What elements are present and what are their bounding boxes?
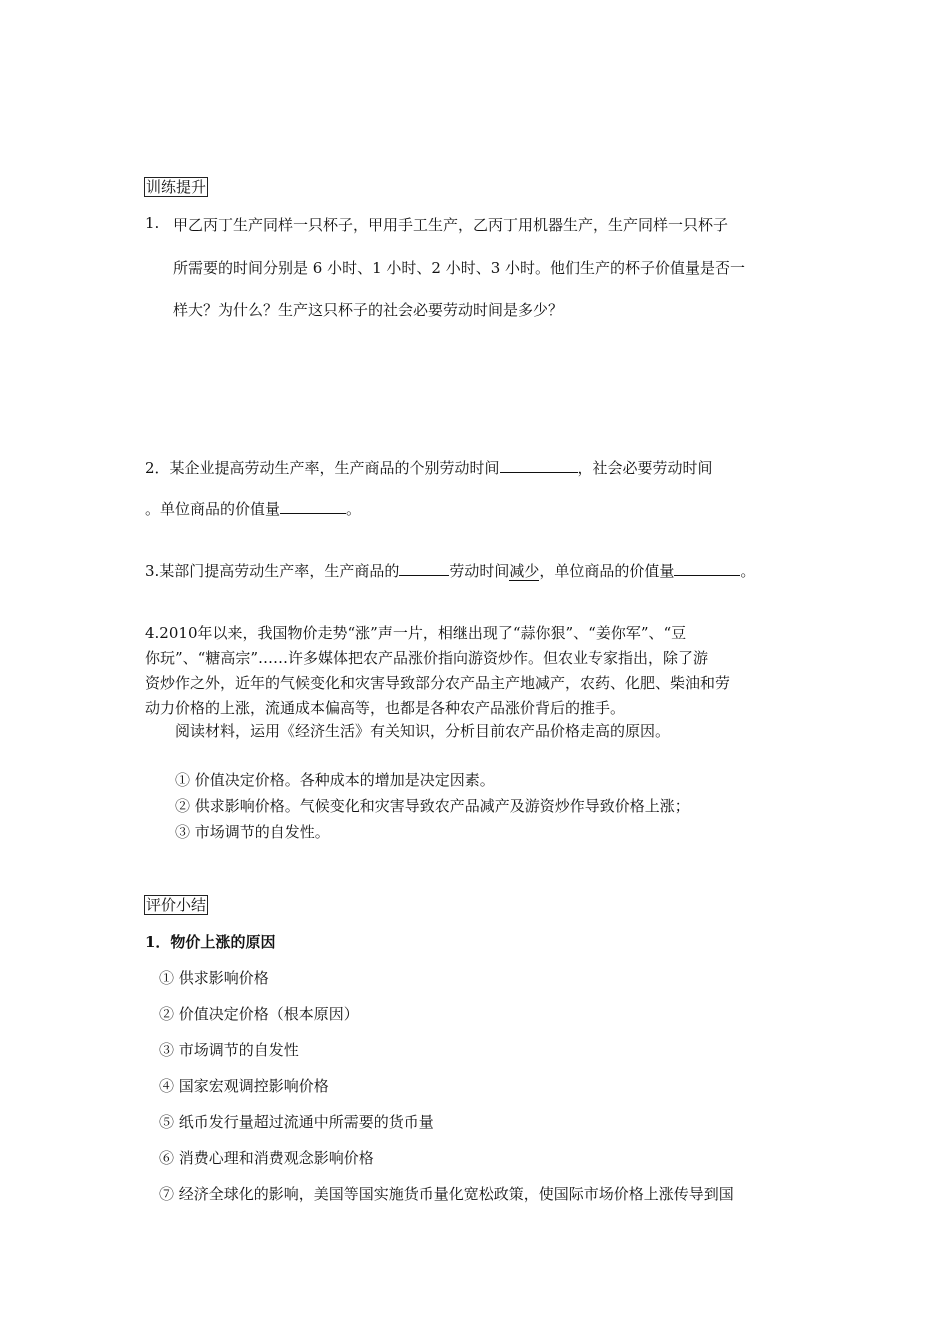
question-4-line-1: 4.2010年以来，我国物价走势“涨”声一片，相继出现了“蒜你狠”、“姜你军”、“豆 — [145, 624, 687, 642]
question-1-line-3: 样大？为什么？生产这只杯子的社会必要劳动时间是多少？ — [173, 301, 564, 319]
question-2-line-2 — [145, 498, 361, 519]
question-3-line — [145, 560, 755, 581]
summary-item: ① 供求影响价格 — [159, 969, 269, 987]
question-3-text-a: 3.某部门提高劳动生产率，生产商品的 — [145, 562, 400, 580]
question-3-text-e: 。 — [740, 562, 756, 580]
question-4-prompt: 阅读材料，运用《经济生活》有关知识，分析目前农产品价格走高的原因。 — [175, 722, 671, 740]
question-4-line-2: 你玩”、“糖高宗”……许多媒体把农产品涨价指向游资炒作。但农业专家指出，除了游 — [145, 649, 709, 667]
answer-item: ③ 市场调节的自发性。 — [175, 823, 330, 841]
summary-item: ④ 国家宏观调控影响价格 — [159, 1077, 329, 1095]
question-2-text-d: 。 — [346, 500, 362, 518]
section-heading-summary: 评价小结 — [146, 896, 207, 914]
summary-item: ⑥ 消费心理和消费观念影响价格 — [159, 1149, 374, 1167]
answer-blank-value-change[interactable] — [674, 561, 740, 576]
question-1-number: 1. — [145, 214, 160, 232]
summary-item: ⑦ 经济全球化的影响，美国等国实施货币量化宽松政策，使国际市场价格上涨传导到国 — [159, 1185, 734, 1203]
answer-item: ② 供求影响价格。气候变化和灾害导致农产品减产及游资炒作导致价格上涨； — [175, 797, 690, 815]
answer-blank-unit-value[interactable] — [280, 499, 346, 514]
answer-blank-labor-type[interactable] — [399, 561, 449, 576]
summary-item: ③ 市场调节的自发性 — [159, 1041, 299, 1059]
summary-title: 1．物价上涨的原因 — [145, 933, 276, 951]
question-2-text-c: 。单位商品的价值量 — [145, 500, 281, 518]
question-2-text-b: ，社会必要劳动时间 — [577, 459, 713, 477]
summary-item: ② 价值决定价格（根本原因） — [159, 1005, 359, 1023]
question-1-line-1: 甲乙丙丁生产同样一只杯子，甲用手工生产，乙丙丁用机器生产，生产同样一只杯子 — [173, 216, 729, 234]
question-3-underlined-word: 减少 — [509, 562, 540, 580]
answer-blank-individual-time[interactable] — [500, 458, 578, 473]
question-2-text-a: 2．某企业提高劳动生产率，生产商品的个别劳动时间 — [145, 459, 500, 477]
question-1-line-2: 所需要的时间分别是 6 小时、1 小时、2 小时、3 小时。他们生产的杯子价值量是否一 — [173, 259, 746, 277]
question-4-line-3: 资炒作之外，近年的气候变化和灾害导致部分农产品主产地减产，农药、化肥、柴油和劳 — [145, 674, 731, 692]
question-3-text-d: ，单位商品的价值量 — [539, 562, 675, 580]
question-2-line-1 — [145, 457, 713, 478]
question-4-line-4: 动力价格的上涨，流通成本偏高等，也都是各种农产品涨价背后的推手。 — [145, 699, 626, 717]
question-3-text-b: 劳动时间 — [449, 562, 510, 580]
section-heading-training: 训练提升 — [146, 178, 207, 196]
answer-item: ① 价值决定价格。各种成本的增加是决定因素。 — [175, 771, 495, 789]
summary-item: ⑤ 纸币发行量超过流通中所需要的货币量 — [159, 1113, 434, 1131]
